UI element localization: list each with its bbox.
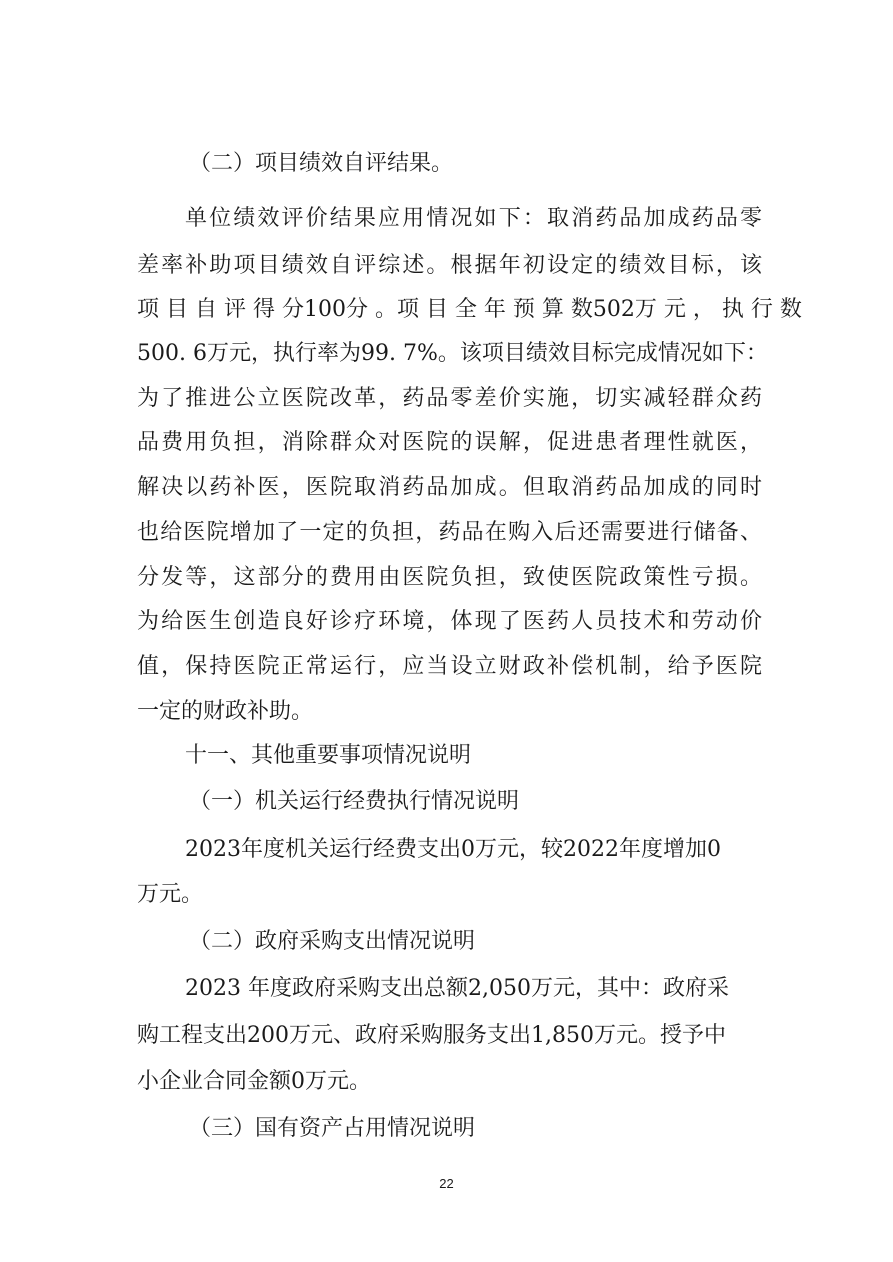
paragraph-line: 解决以药补医，医院取消药品加成。但取消药品加成的同时 xyxy=(137,475,762,500)
paragraph-line: 差率补助项目绩效自评综述。根据年初设定的绩效目标，该 xyxy=(137,253,762,278)
paragraph-line: 2023 年度政府采购支出总额2,050万元，其中：政府采 xyxy=(185,976,729,1001)
paragraph-line: 万元。 xyxy=(137,882,204,907)
paragraph-line: 为给医生创造良好诊疗环境，体现了医药人员技术和劳动价 xyxy=(137,609,762,634)
subheading-state-assets: （三）国有资产占用情况说明 xyxy=(189,1116,476,1141)
subheading-procurement: （二）政府采购支出情况说明 xyxy=(189,929,476,954)
paragraph-line: 购工程支出200万元、政府采购服务支出1,850万元。授予中 xyxy=(137,1023,726,1048)
paragraph-line: 一定的财政补助。 xyxy=(137,699,314,724)
paragraph-line: 500. 6万元，执行率为99. 7%。该项目绩效目标完成情况如下： xyxy=(137,341,768,366)
paragraph-line: 小企业合同金额0万元。 xyxy=(137,1069,371,1094)
paragraph-line: 分发等，这部分的费用由医院负担，致使医院政策性亏损。 xyxy=(137,565,762,590)
subheading-operating-expenses: （一）机关运行经费执行情况说明 xyxy=(189,789,520,814)
section-heading-perf-result: （二）项目绩效自评结果。 xyxy=(189,151,454,176)
paragraph-line: 品费用负担，消除群众对医院的误解，促进患者理性就医， xyxy=(137,430,762,455)
paragraph-line: 值，保持医院正常运行，应当设立财政补偿机制，给予医院 xyxy=(137,654,762,679)
paragraph-line: 单位绩效评价结果应用情况如下：取消药品加成药品零 xyxy=(185,206,762,231)
paragraph-line: 也给医院增加了一定的负担，药品在购入后还需要进行储备、 xyxy=(137,520,762,545)
paragraph-line: 2023年度机关运行经费支出0万元，较2022年度增加0 xyxy=(185,837,721,862)
page-number: 22 xyxy=(439,1176,454,1191)
paragraph-line: 为了推进公立医院改革，药品零差价实施，切实减轻群众药 xyxy=(137,386,762,411)
paragraph-line: 项 目 自 评 得 分100分 。项 目 全 年 预 算 数502万 元 ， 执 行 数 xyxy=(137,297,802,322)
section-heading-11: 十一、其他重要事项情况说明 xyxy=(185,743,472,768)
